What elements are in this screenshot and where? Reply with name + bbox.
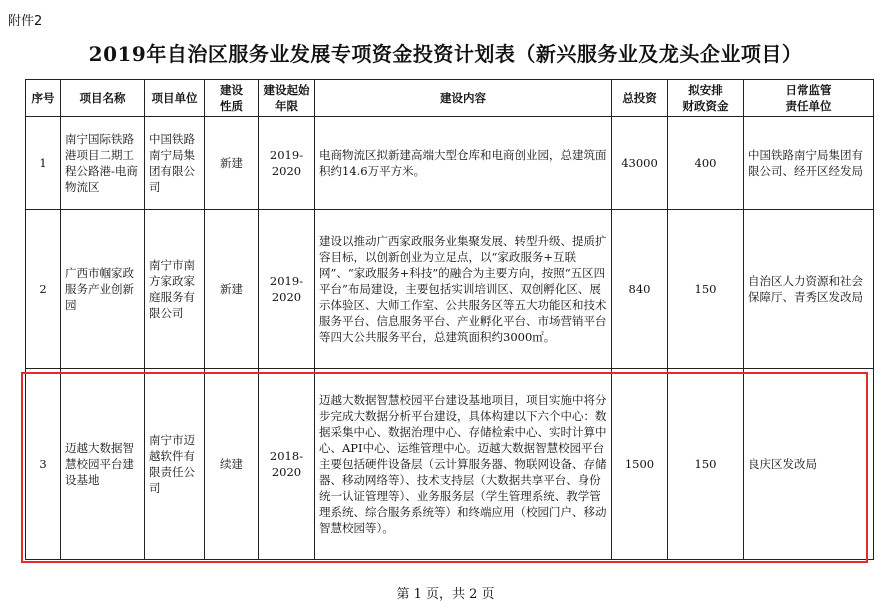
col-header-unit: 项目单位 [145,80,205,117]
cell-fund: 400 [668,117,744,210]
cell-total: 43000 [612,117,668,210]
col-header-name: 项目名称 [61,80,145,117]
cell-no: 2 [26,210,61,369]
attachment-label: 附件2 [8,14,43,29]
document-title: 2019年自治区服务业发展专项资金投资计划表（新兴服务业及龙头企业项目） [88,42,803,66]
cell-nature: 新建 [205,210,259,369]
col-header-nature: 建设 性质 [205,80,259,117]
cell-nature: 新建 [205,117,259,210]
cell-no: 3 [26,369,61,560]
cell-unit: 南宁市迈越软件有限责任公司 [145,369,205,560]
col-header-no: 序号 [26,80,61,117]
cell-years: 2019- 2020 [259,117,315,210]
cell-supervisor: 良庆区发改局 [744,369,874,560]
cell-supervisor: 自治区人力资源和社会保障厅、青秀区发改局 [744,210,874,369]
cell-total: 840 [612,210,668,369]
cell-name: 广西市帼家政服务产业创新园 [61,210,145,369]
cell-years: 2019- 2020 [259,210,315,369]
cell-unit: 南宁市南方家政家庭服务有限公司 [145,210,205,369]
cell-years: 2018- 2020 [259,369,315,560]
table-row [26,210,874,369]
cell-supervisor: 中国铁路南宁局集团有限公司、经开区经发局 [744,117,874,210]
col-header-fund: 拟安排 财政资金 [668,80,744,117]
cell-name: 迈越大数据智慧校园平台建设基地 [61,369,145,560]
cell-name: 南宁国际铁路港项目二期工程公路港-电商物流区 [61,117,145,210]
col-header-total: 总投资 [612,80,668,117]
cell-content: 迈越大数据智慧校园平台建设基地项目，项目实施中将分步完成大数据分析平台建设，具体构建以下六个中心：数据采集中心、数据治理中心、存储检索中心、实时计算中心、API中心、运维管理中心。迈越大数据智慧校园平台主要包括硬件设备层（云计算服务器、物联网设备、存储器、移动网络等）、技术支持层（大数据共享平台、身份统一认证管理等）、业务服务层（学生管理系统、教学管理系统、综合服务系统等）和终端应用（校园门户、移动智慧校园等）。 [315,369,612,560]
cell-no: 1 [26,117,61,210]
col-header-content: 建设内容 [315,80,612,117]
col-header-supervisor: 日常监管 责任单位 [744,80,874,117]
cell-content: 电商物流区拟新建高端大型仓库和电商创业园，总建筑面积约14.6万平方米。 [315,117,612,210]
cell-fund: 150 [668,369,744,560]
cell-total: 1500 [612,369,668,560]
table-header-row [26,80,874,117]
cell-fund: 150 [668,210,744,369]
investment-plan-table [25,79,874,560]
col-header-years: 建设起始 年限 [259,80,315,117]
table-row [26,117,874,210]
table-row [26,369,874,560]
cell-unit: 中国铁路南宁局集团有限公司 [145,117,205,210]
cell-nature: 续建 [205,369,259,560]
cell-content: 建设以推动广西家政服务业集聚发展、转型升级、提质扩容目标，以创新创业为立足点，以“家政服务+互联网”、“家政服务+科技”的融合为主要方向，按照“五区四平台”布局建设，主要包括实训培训区、双创孵化区、展示体验区、大师工作室、公共服务区等五大功能区和技术服务平台、信息服务平台、产业孵化平台、市场营销平台等四大公共服务平台，总建筑面积约3000㎡。 [315,210,612,369]
page-footer: 第 1 页，共 2 页 [396,587,495,602]
